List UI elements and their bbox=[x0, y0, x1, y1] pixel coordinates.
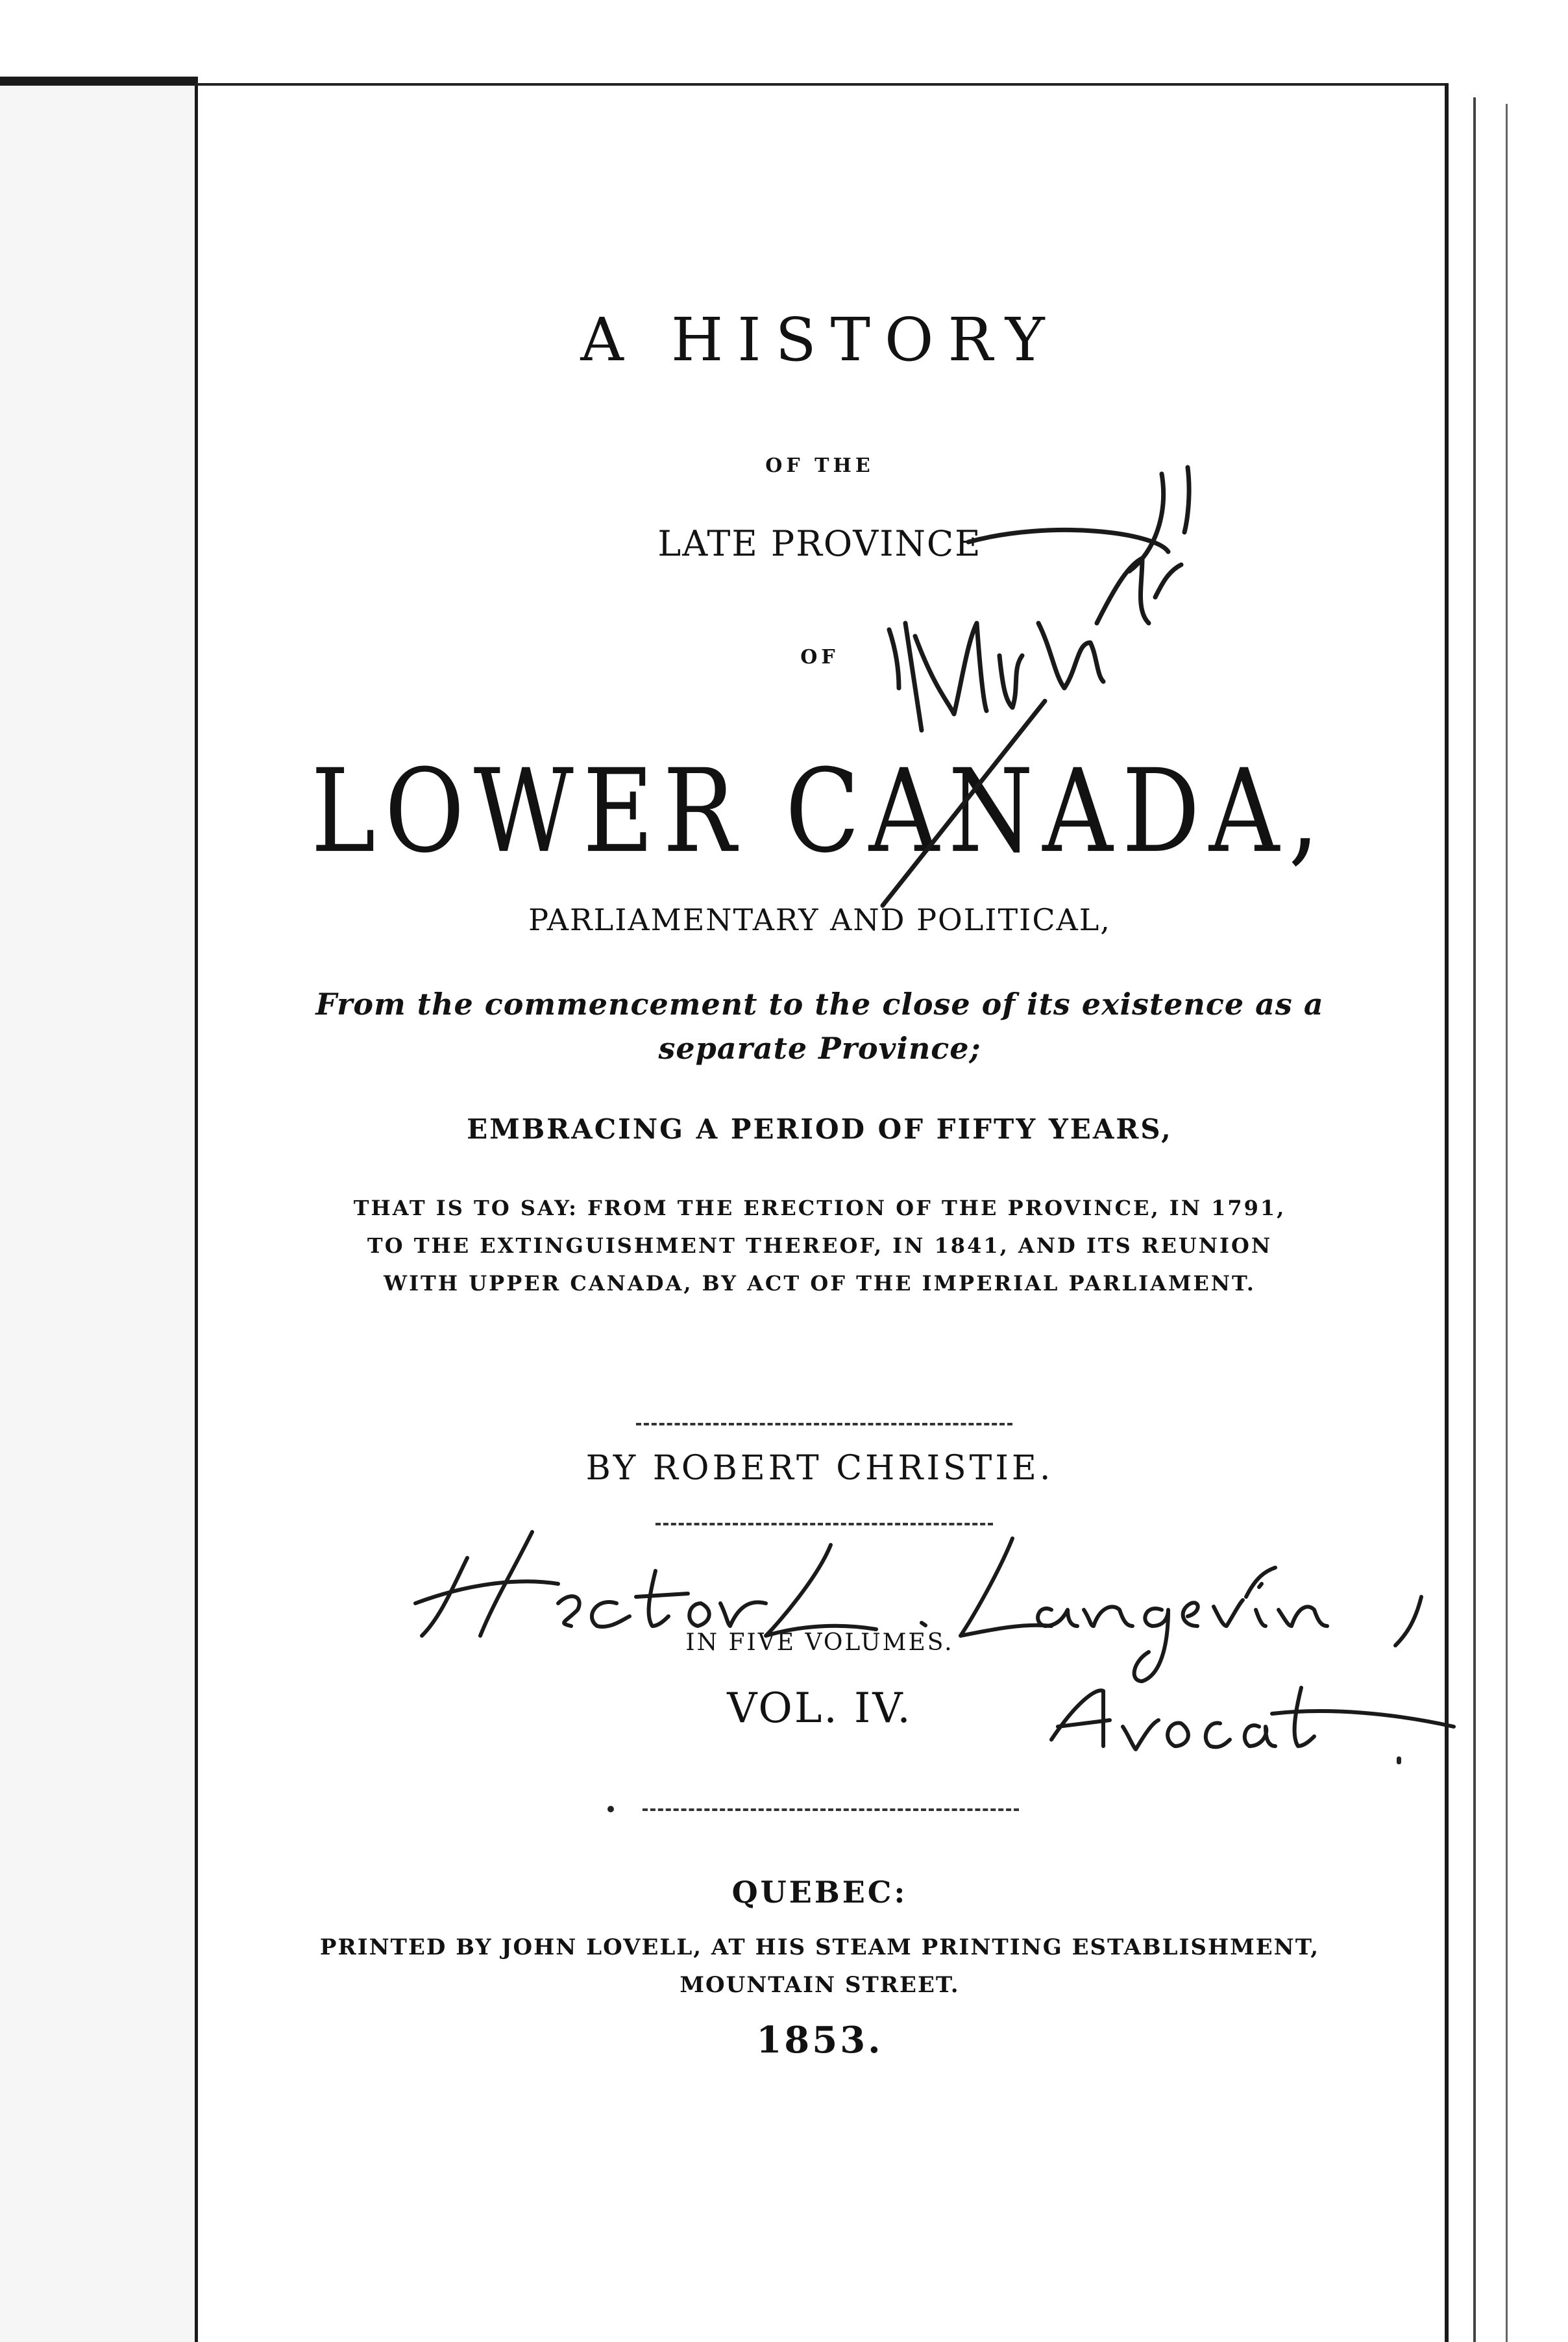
signature-hector-langevin bbox=[415, 1532, 1421, 1681]
page-top-edge bbox=[195, 83, 1447, 86]
title-late-province: LATE PROVINCE bbox=[657, 523, 982, 564]
volume-number: VOL. IV. bbox=[727, 1684, 913, 1732]
subtitle-from-line-2: separate Province; bbox=[658, 1031, 981, 1066]
facing-blank-page bbox=[0, 86, 198, 2342]
left-page-top-edge bbox=[0, 77, 198, 86]
subtitle-parliamentary: PARLIAMENTARY AND POLITICAL, bbox=[528, 902, 1111, 937]
title-of-the: OF THE bbox=[765, 454, 874, 477]
dashed-rule-lower bbox=[643, 1808, 1019, 1811]
description-line-2: TO THE EXTINGUISHMENT THEREOF, IN 1841, AND ITS REUNION bbox=[367, 1233, 1273, 1258]
description-line-3: WITH UPPER CANADA, BY ACT OF THE IMPERIAL PARLIAMENT. bbox=[384, 1271, 1256, 1296]
volumes-line: IN FIVE VOLUMES. bbox=[685, 1629, 954, 1656]
title-of: OF bbox=[800, 646, 839, 669]
subtitle-embracing: EMBRACING A PERIOD OF FIFTY YEARS, bbox=[467, 1113, 1173, 1145]
imprint-city: QUEBEC: bbox=[731, 1875, 908, 1910]
page-stack-edge bbox=[1473, 97, 1476, 2342]
scan-top-margin bbox=[0, 0, 1568, 77]
title-lower-canada: LOWER CANADA, bbox=[311, 745, 1329, 879]
ink-mark bbox=[1397, 1757, 1401, 1764]
author-line: BY ROBERT CHRISTIE. bbox=[585, 1449, 1054, 1488]
dashed-rule-upper bbox=[636, 1423, 1012, 1425]
subtitle-from-line-1: From the commencement to the close of its existence as a bbox=[315, 987, 1324, 1022]
imprint-year: 1853. bbox=[756, 2019, 883, 2062]
imprint-printer: PRINTED BY JOHN LOVELL, AT HIS STEAM PRINTING ESTABLISHMENT, bbox=[319, 1934, 1320, 1960]
imprint-street: MOUNTAIN STREET. bbox=[680, 1972, 960, 1998]
description-line-1: THAT IS TO SAY: FROM THE ERECTION OF THE PROVINCE, IN 1791, bbox=[353, 1196, 1286, 1220]
rule-dot bbox=[607, 1806, 614, 1812]
title-a-history: A HISTORY bbox=[580, 305, 1059, 375]
page-right-edge bbox=[1445, 83, 1449, 2342]
dashed-rule-middle bbox=[655, 1523, 993, 1525]
page-stack-edge-outer bbox=[1506, 104, 1508, 2342]
